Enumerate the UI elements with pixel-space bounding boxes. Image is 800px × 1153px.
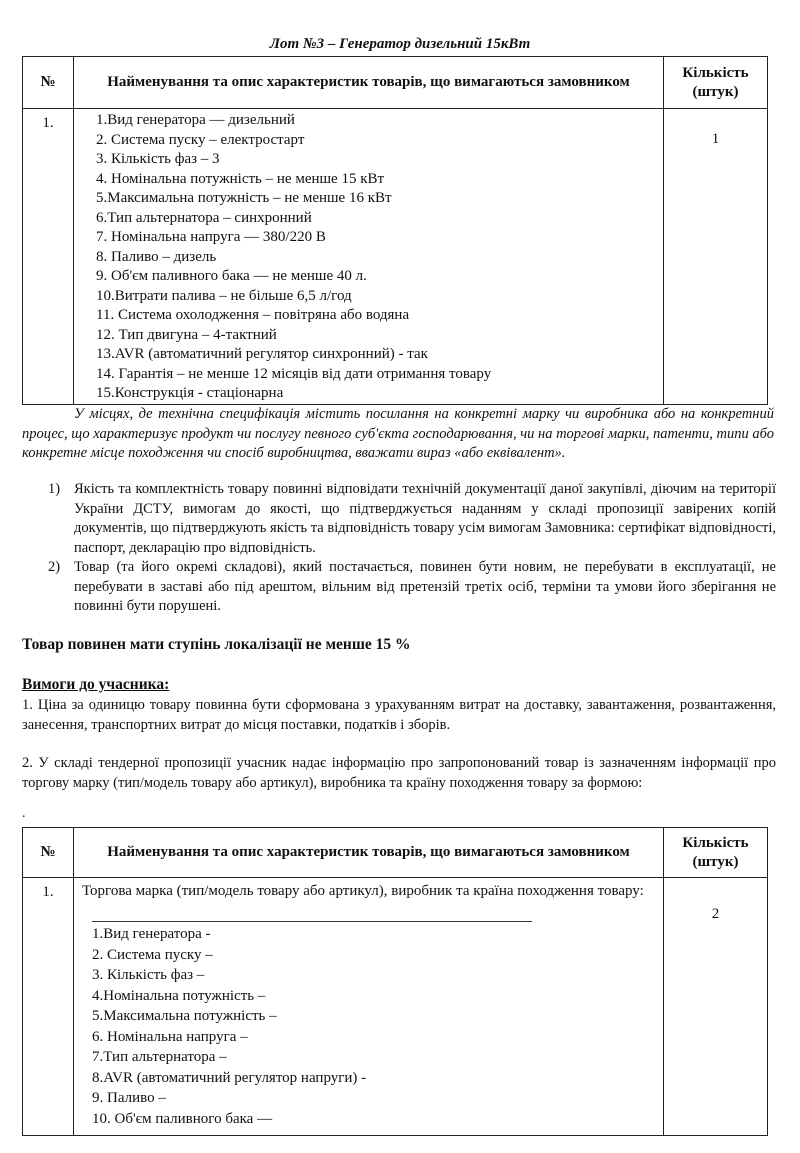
characteristic-item: 2. Система пуску – bbox=[92, 946, 213, 963]
characteristic-item: 13.AVR (автоматичний регулятор синхронний) - так bbox=[96, 346, 428, 362]
stray-dot: . bbox=[22, 806, 26, 821]
requirement-text: Якість та комплектність товару повинні відповідати технічній документації даної закупівлі, діючим на території України ДСТУ, вимогам до якості, що підтверджується наданням у складі пропозиції завірених копій документів, що підтверджують якість та відповідність товару усім вимогам Замовника: сертифікат відповідності, паспорт, декларацію про відповідність. bbox=[74, 481, 777, 556]
quality-requirements-list bbox=[22, 480, 776, 617]
offer-characteristics-list bbox=[82, 924, 657, 1129]
requirement-item bbox=[22, 558, 776, 617]
characteristic-item: 8. Паливо – дизель bbox=[96, 248, 217, 265]
brand-intro: Торгова марка (тип/модель товару або артикул), виробник та країна походження товару: bbox=[82, 883, 644, 899]
requirement-item bbox=[22, 480, 776, 558]
characteristic-item: 8.AVR (автоматичний регулятор напруги) - bbox=[92, 1069, 367, 1086]
characteristic-item: 5.Максимальна потужність – bbox=[92, 1008, 277, 1024]
participant-requirements-heading: Вимоги до учасника: bbox=[22, 676, 170, 693]
requirement-marker: 1) bbox=[48, 481, 61, 497]
characteristic-item: 5.Максимальна потужність – не менше 16 кВт bbox=[96, 190, 392, 206]
price-requirement: 1. Ціна за одиницю товару повинна бути сформована з урахуванням витрат на доставку, завантаження, розвантаження, занесення, транспортних витрат до місця поставки, податків і зборів. bbox=[22, 697, 776, 733]
offer-form-table bbox=[22, 827, 768, 1136]
equivalent-note: У місцях, де технічна специфікація містить посилання на конкретні марку чи виробника або на конкретний процес, що характеризує продукт чи послугу певного суб'єкта господарювання, чи на торгові марки, патенти, типи або конкретне місце походження чи спосіб виробництва, вважати вираз «або еквівалент». bbox=[22, 406, 774, 461]
requirement-marker: 2) bbox=[48, 559, 61, 575]
characteristic-item: 15.Конструкція - стаціонарна bbox=[96, 385, 284, 401]
header-number: № bbox=[23, 828, 74, 878]
header-description: Найменування та опис характеристик товарів, що вимагаються замовником bbox=[74, 57, 664, 109]
characteristic-item: 3. Кількість фаз – 3 bbox=[96, 151, 220, 167]
row-quantity: 1 bbox=[664, 109, 768, 405]
header-description: Найменування та опис характеристик товарів, що вимагаються замовником bbox=[74, 828, 664, 878]
characteristic-item: 7. Номінальна напруга — 380/220 В bbox=[96, 229, 326, 245]
characteristic-item: 9. Паливо – bbox=[92, 1090, 166, 1106]
characteristic-item: 6. Номінальна напруга – bbox=[92, 1028, 248, 1045]
row-quantity: 2 bbox=[664, 878, 768, 1136]
row-number: 1. bbox=[23, 109, 74, 405]
characteristic-item: 3. Кількість фаз – bbox=[92, 967, 205, 983]
characteristic-item: 7.Тип альтернатора – bbox=[92, 1049, 227, 1065]
characteristic-item: 1.Вид генератора - bbox=[92, 926, 211, 942]
fill-in-line[interactable] bbox=[92, 907, 532, 922]
characteristics-cell bbox=[74, 109, 664, 405]
characteristic-item: 14. Гарантія – не менше 12 місяців від дати отримання товару bbox=[96, 365, 492, 382]
characteristic-item: 2. Система пуску – електростарт bbox=[96, 131, 305, 148]
characteristic-item: 4.Номінальна потужність – bbox=[92, 987, 266, 1004]
characteristics-list bbox=[96, 111, 663, 404]
localization-statement: Товар повинен мати ступінь локалізації не менше 15 % bbox=[22, 636, 411, 653]
characteristic-item: 11. Система охолодження – повітряна або водяна bbox=[96, 307, 410, 323]
header-number: № bbox=[23, 57, 74, 109]
specification-table bbox=[22, 56, 768, 405]
offer-info-requirement: 2. У складі тендерної пропозиції учасник надає інформацію про запропонований товар із зазначенням інформації про торгову марку (тип/модель товару або артикул), виробника та країну походження товару за формою: bbox=[22, 755, 776, 791]
header-quantity: Кількість (штук) bbox=[664, 57, 768, 109]
requirement-text: Товар (та його окремі складові), який постачається, повинен бути новим, не перебувати в експлуатації, не перебувати в заставі або під арештом, вільним від претензій третіх осіб, терміни та умови його зберігання не повинні бути порушені. bbox=[74, 559, 776, 614]
offer-characteristics-cell bbox=[74, 878, 664, 1136]
characteristic-item: 12. Тип двигуна – 4-тактний bbox=[96, 326, 277, 343]
characteristic-item: 10.Витрати палива – не більше 6,5 л/год bbox=[96, 287, 352, 304]
row-number: 1. bbox=[23, 878, 74, 1136]
characteristic-item: 1.Вид генератора — дизельний bbox=[96, 112, 295, 128]
header-quantity: Кількість (штук) bbox=[664, 828, 768, 878]
characteristic-item: 10. Об'єм паливного бака — bbox=[92, 1110, 273, 1127]
lot-title: Лот №3 – Генератор дизельний 15кВт bbox=[269, 36, 531, 52]
characteristic-item: 9. Об'єм паливного бака — не менше 40 л. bbox=[96, 268, 367, 284]
characteristic-item: 4. Номінальна потужність – не менше 15 кВт bbox=[96, 170, 385, 187]
characteristic-item: 6.Тип альтернатора – синхронний bbox=[96, 209, 312, 226]
